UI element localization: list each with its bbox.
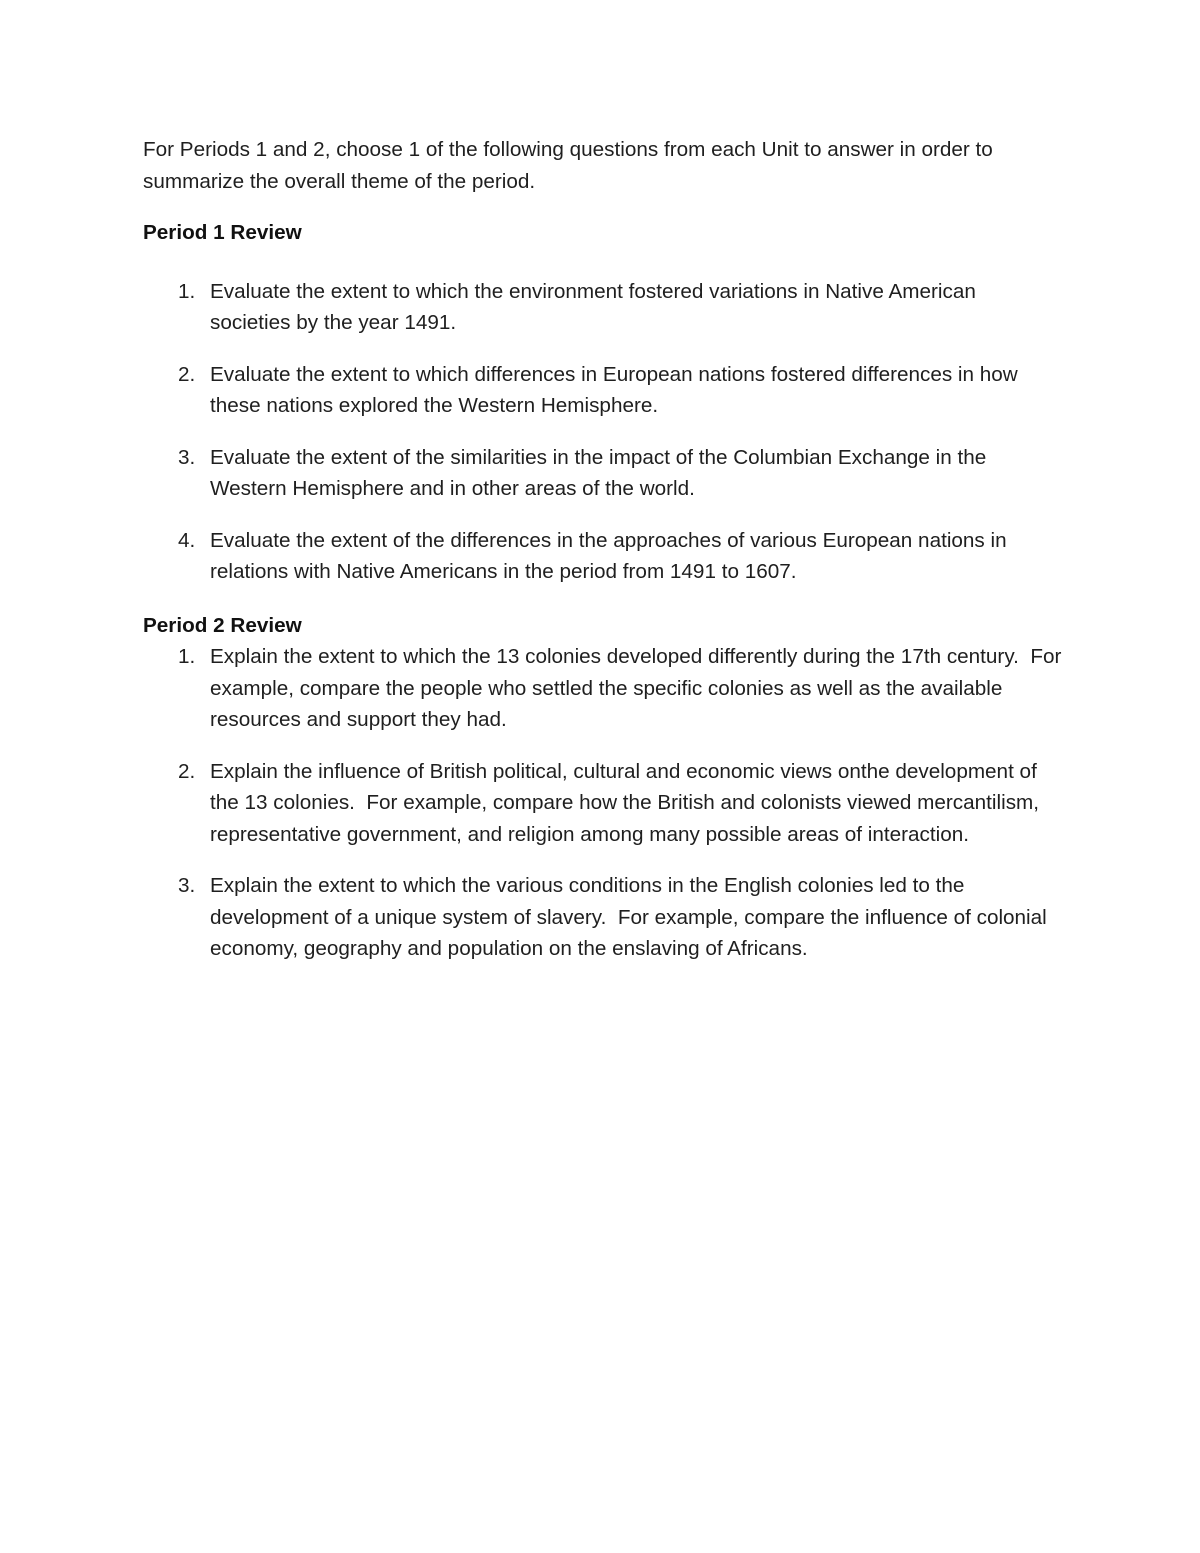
intro-paragraph: For Periods 1 and 2, choose 1 of the following questions from each Unit to answer in order to summarize the overall theme of the period.: [143, 138, 993, 193]
period-2-question-1: Explain the extent to which the 13 colonies developed differently during the 17th century. For example, compare the people who settled the specific colonies as well as the available resources and support they had.: [210, 645, 1068, 731]
period-1-question-2: Evaluate the extent to which differences in European nations fostered differences in how these nations explored the Western Hemisphere.: [210, 362, 1024, 417]
period-2-question-3: Explain the extent to which the various conditions in the English colonies led to the development of a unique system of slavery. For example, compare the influence of colonial economy, geography and population on the enslaving of Africans.: [210, 874, 1053, 960]
period-2-question-2: Explain the influence of British political, cultural and economic views onthe development of the 13 colonies. For example, compare how the British and colonists viewed mercantilism, representative government, and religion among many possible areas of interaction.: [210, 759, 1045, 846]
period-2-heading: Period 2 Review: [143, 613, 302, 637]
period-1-question-list: [143, 276, 1062, 588]
period-1-heading: Period 1 Review: [143, 221, 302, 244]
period-1-question-4: Evaluate the extent of the differences in the approaches of various European nations in relations with Native Americans in the period from 1491 to 1607.: [210, 528, 1013, 583]
period-2-question-list: [143, 641, 1068, 965]
period-1-question-1: Evaluate the extent to which the environment fostered variations in Native American societies by the year 1491.: [210, 279, 982, 334]
period-1-question-3: Evaluate the extent of the similarities in the impact of the Columbian Exchange in the Western Hemisphere and in other areas of the world.: [210, 445, 992, 500]
